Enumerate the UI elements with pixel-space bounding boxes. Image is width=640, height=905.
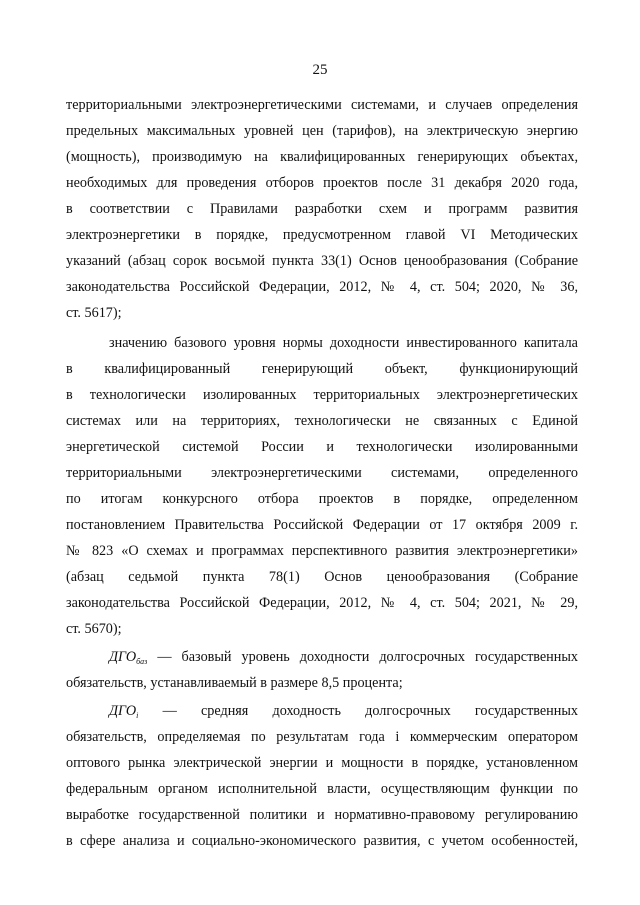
text-line: постановлением Правительства Российской Федерации от 17 октября 2009 г.	[66, 517, 578, 533]
page-number: 25	[312, 62, 328, 78]
text-line: необходимых для проведения отборов проектов после 31 декабря 2020 года,	[66, 175, 578, 191]
definition-line	[109, 702, 578, 725]
text-line: № 823 «О схемах и программах перспективного развития электроэнергетики»	[66, 543, 578, 559]
formula-dgo-base	[109, 649, 147, 665]
text-line: территориальными электроэнергетическими системами, и случаев определения	[66, 97, 578, 113]
text-line: (мощность), производимую на квалифицированных генерирующих объектах,	[66, 149, 578, 165]
text-line: энергетической системой России и технологически изолированными	[66, 439, 578, 455]
text-line: в квалифицированный генерирующий объект, функционирующий	[66, 361, 578, 377]
text-line: в технологически изолированных территориальных электроэнергетических	[66, 387, 578, 403]
definition-line	[109, 648, 578, 671]
text-line: обязательств, устанавливаемый в размере 8,5 процента;	[66, 675, 403, 691]
formula-subscript: баз	[136, 657, 148, 666]
text-line: указаний (абзац сорок восьмой пункта 33(1) Основ ценообразования (Собрание	[66, 253, 578, 269]
text-line: по итогам конкурсного отбора проектов в порядке, определенном	[66, 491, 578, 507]
text-line: в соответствии с Правилами разработки схем и программ развития	[66, 201, 578, 217]
formula-dgo-i	[109, 703, 138, 719]
text-line: территориальными электроэнергетическими системами, определенного	[66, 465, 578, 481]
text-line: федеральным органом исполнительной власти, осуществляющим функции по	[66, 781, 578, 797]
text-line: законодательства Российской Федерации, 2012, № 4, ст. 504; 2020, № 36,	[66, 279, 578, 295]
text-line: значению базового уровня нормы доходности инвестированного капитала	[109, 335, 578, 351]
text-line: ст. 5670);	[66, 621, 122, 637]
text-line: электроэнергетики в порядке, предусмотренном главой VI Методических	[66, 227, 578, 243]
text-line: оптового рынка электрической энергии и мощности в порядке, установленном	[66, 755, 578, 771]
text-line: ст. 5617);	[66, 305, 122, 321]
text-line: (абзац седьмой пункта 78(1) Основ ценообразования (Собрание	[66, 569, 578, 585]
text-line: предельных максимальных уровней цен (тарифов), на электрическую энергию	[66, 123, 578, 139]
text-line: в сфере анализа и социально-экономического развития, с учетом особенностей,	[66, 833, 578, 849]
formula-subscript: i	[136, 711, 139, 720]
text-line: системах или на территориях, технологически не связанных с Единой	[66, 413, 578, 429]
formula-symbol: ДГО	[109, 703, 137, 719]
formula-symbol: ДГО	[109, 649, 137, 665]
text-line: выработке государственной политики и нормативно-правовому регулированию	[66, 807, 578, 823]
definition-text: — базовый уровень доходности долгосрочных государственных	[147, 649, 578, 665]
text-line: законодательства Российской Федерации, 2012, № 4, ст. 504; 2021, № 29,	[66, 595, 578, 611]
definition-text: — средняя доходность долгосрочных государственных	[138, 703, 578, 719]
text-line: обязательств, определяемая по результатам года i коммерческим оператором	[66, 729, 578, 745]
